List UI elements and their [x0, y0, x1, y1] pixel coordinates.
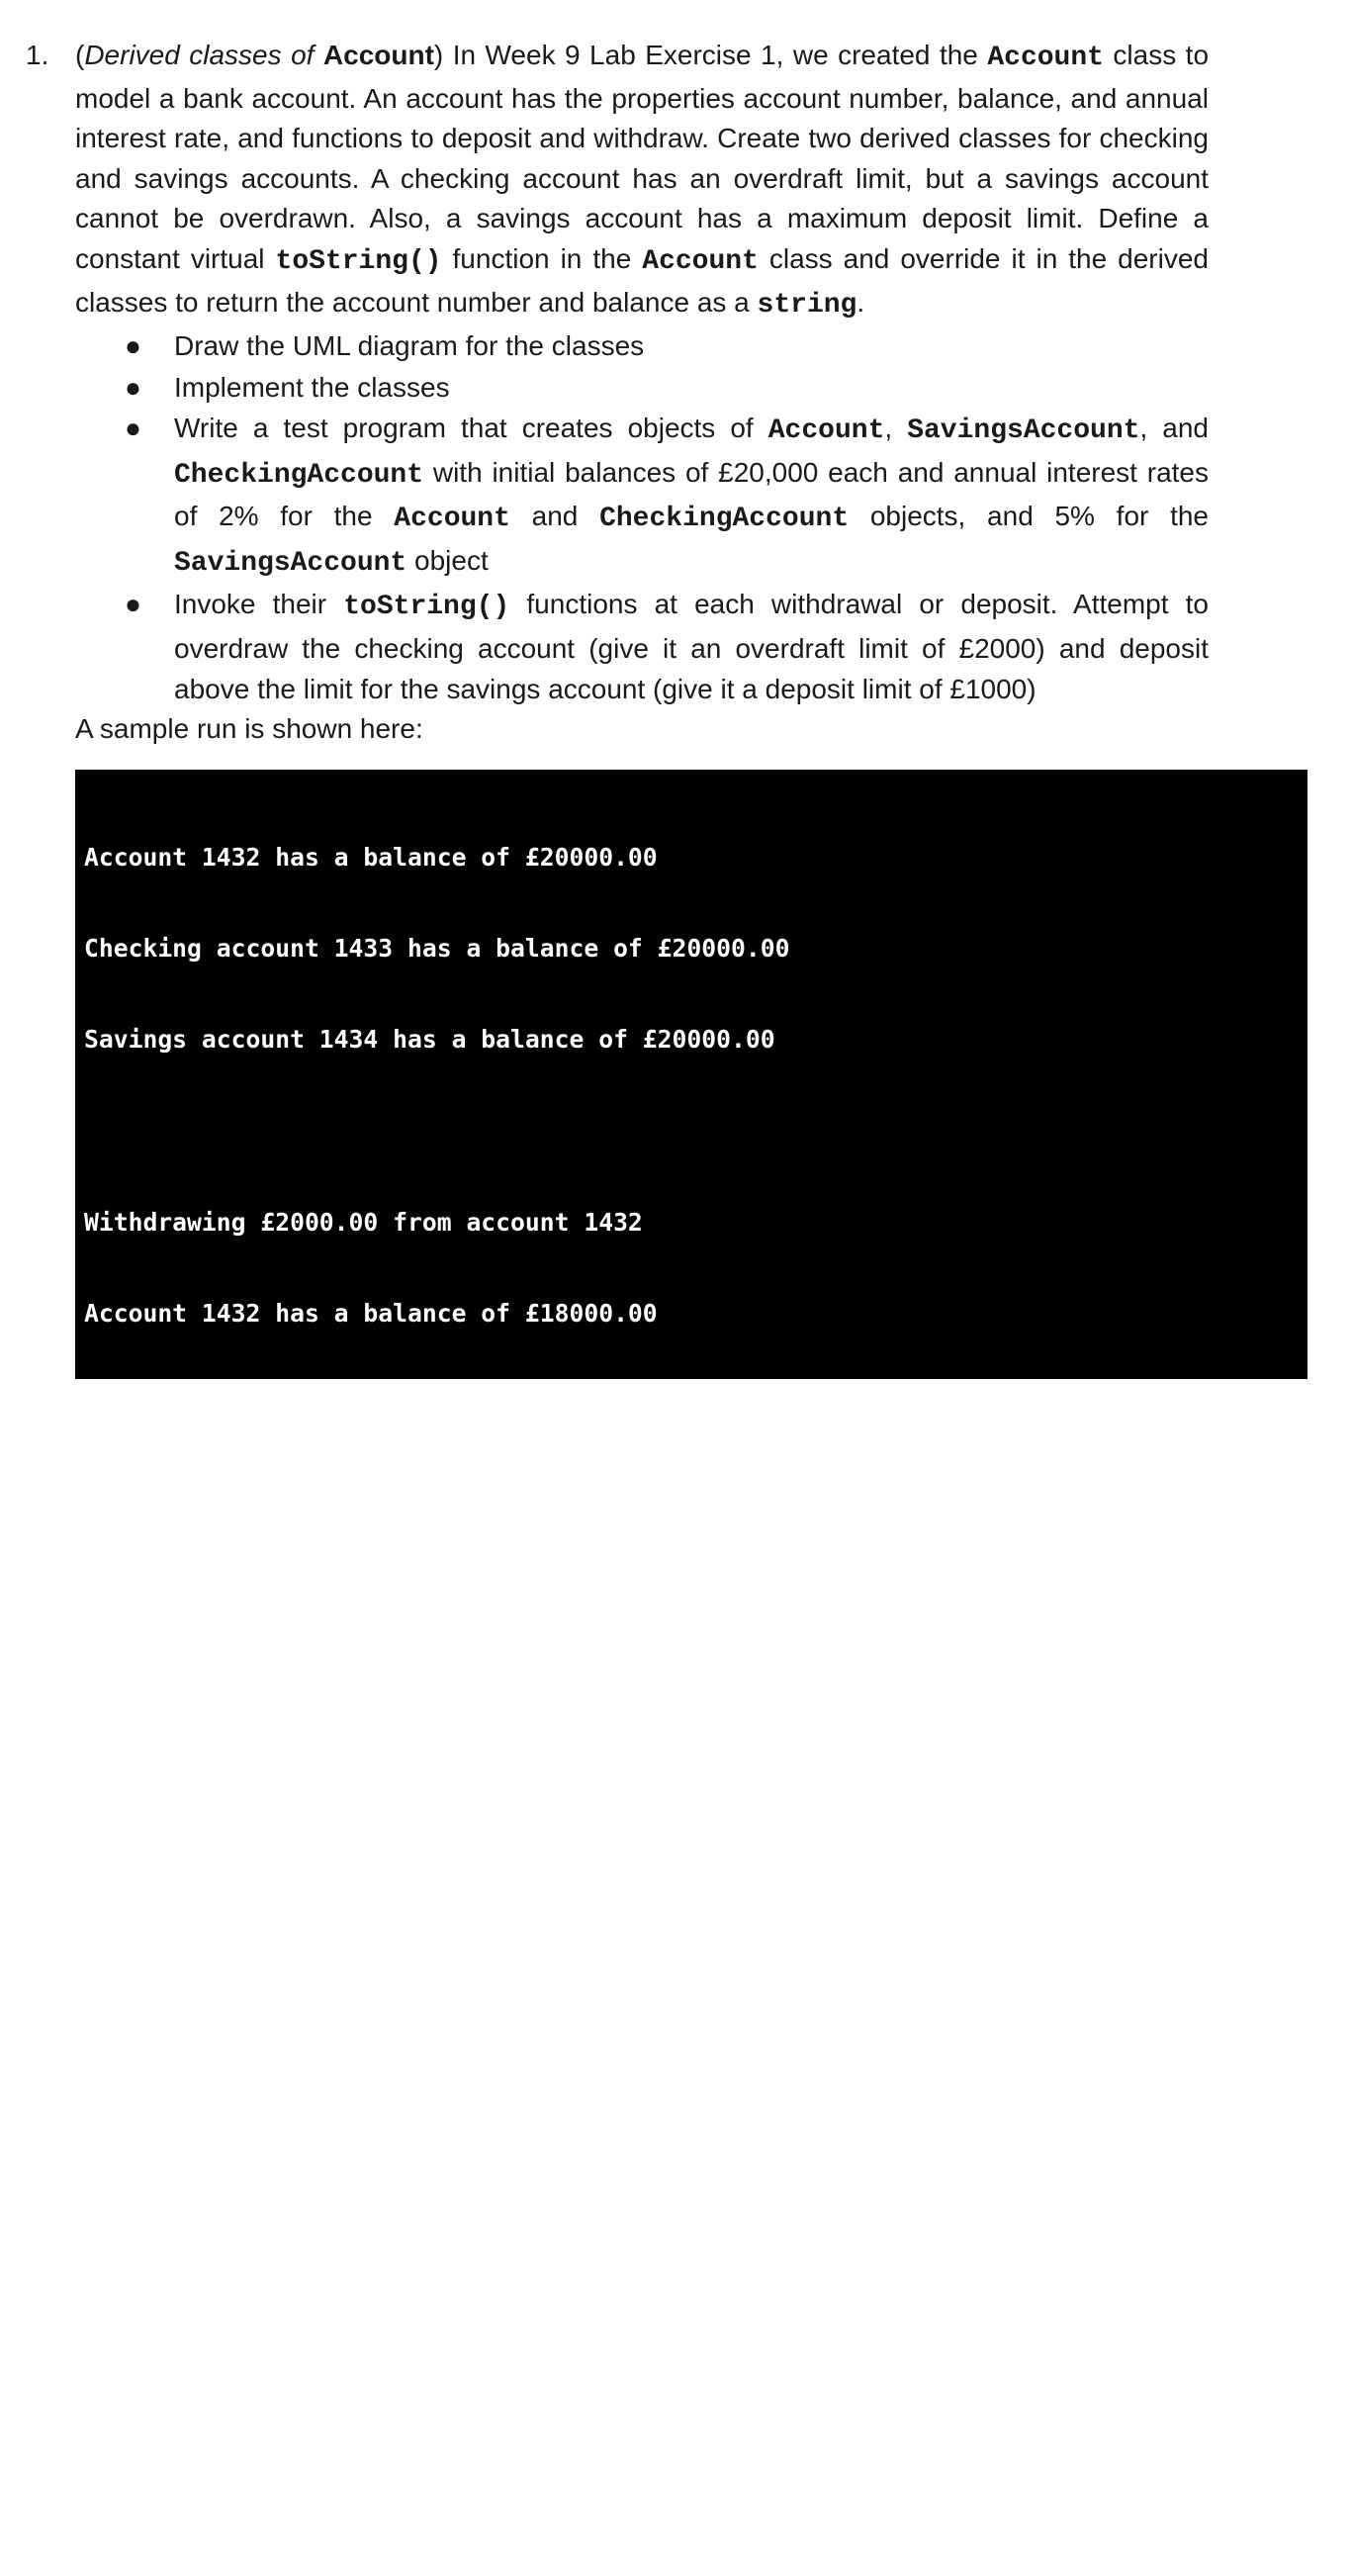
code-checking-account: CheckingAccount: [599, 504, 850, 535]
console-line: Attempting to deposit £10000.00 to savings account 1434: [84, 2302, 893, 2332]
question-text-3: function in the: [441, 242, 643, 274]
bullet-icon: ●: [125, 330, 141, 362]
console-line: Depositing £1000.00 to account 1432: [84, 1937, 599, 1967]
console-line: [84, 1846, 1307, 1877]
task-item: [75, 325, 1209, 367]
console-line: Savings account 1434 has a balance of £20500.00: [84, 2485, 775, 2514]
code-savings-account: SavingsAccount: [174, 547, 407, 579]
code-string: string: [757, 289, 857, 321]
question-title-italic: Derived classes of: [84, 40, 315, 70]
console-line: Failed: withdrawal will exceed overdraft limit of £2000.00 for this checking account: [84, 1663, 1319, 1693]
task-item: [75, 584, 1209, 710]
question-text-2: class to model a bank account. An account has the properties account number, balance, and annual interest rate, and functions to deposit and withdraw. Create two derived classes for checking and savings accounts. A checking account has an overdraft limit, but a savings account cannot be overdrawn. Also, a savings account has a maximum deposit limit. Define a constant virtual: [75, 40, 1210, 274]
console-line: Attempting to deposit £500.00 to savings account 1434: [84, 2120, 863, 2149]
console-line: Failed: deposit will exceed limit of £1000.00 for this savings account: [84, 2393, 1114, 2423]
question-text-5: .: [856, 286, 865, 318]
console-line: Withdrawing £2000.00 from account 1432: [84, 1207, 643, 1237]
console-line: Account 1432 has a balance of £19000.00: [84, 2028, 658, 2058]
code-account: Account: [987, 43, 1104, 73]
task-text: functions at each withdrawal or deposit. Attempt to overdraw the checking account (give it an overdraft limit of £2000) and deposit above the limit for the savings account (give it a deposit limit of £1000): [174, 589, 1209, 705]
task-text: Write a test program that creates objects of: [174, 413, 768, 444]
task-list: [75, 325, 1209, 710]
console-line: Savings account 1434 has a balance of £20500.00: [84, 2211, 775, 2241]
code-account: Account: [767, 415, 885, 447]
question-text-4: class and override it in the derived classes to return the account number and balance as a: [75, 242, 1209, 318]
question-title-bold: Account: [322, 40, 434, 70]
task-text: ,: [884, 413, 908, 444]
task-item: [75, 408, 1209, 584]
console-line: Attempting to withdraw £5000.00 from checking account 1433: [84, 1390, 938, 1419]
code-account: Account: [394, 504, 510, 535]
console-line: Checking account 1433 has a balance of £20000.00: [84, 933, 790, 963]
task-text: , and: [1139, 413, 1209, 444]
console-line: Savings account 1434 has a balance of £20000.00: [84, 1025, 775, 1054]
code-tostring: toString(): [275, 245, 442, 277]
question-text-1: ) In Week 9 Lab Exercise 1, we created the: [433, 40, 988, 70]
task-text: objects, and 5% for the: [849, 501, 1209, 532]
bullet-icon: ●: [125, 371, 141, 403]
console-line: Attempting to withdraw £20000.00 from checking account 1433: [84, 1572, 951, 1602]
console-line: Account 1432 has a balance of £18000.00: [84, 1298, 658, 1328]
console-line: Account 1432 has a balance of £20000.00: [84, 842, 658, 872]
bullet-icon: ●: [125, 589, 141, 620]
question-1: [26, 36, 1213, 748]
task-text: and: [509, 501, 600, 532]
console-line: Checking account 1433 has a balance of £15000.00: [84, 1481, 790, 1511]
code-checking-account: CheckingAccount: [174, 459, 424, 491]
task-text: with initial balances of £20,000 each and annual interest rates of 2% for the: [174, 456, 1209, 532]
console-line: Checking account 1433 has a balance of £15000.00: [84, 1755, 790, 1784]
question-paragraph: (Derived classes of Account) In Week 9 Lab Exercise 1, we created the Account class to model a bank account. An account has the properties account number, balance, and annual interest rate, and functions to deposit and withdraw. Create two derived classes for checking and savings accounts. A checking account has an overdraft limit, but a savings account cannot be overdrawn. Also, a savings account has a maximum deposit limit. Define a constant virtual toString() function in the Account class and override it in the derived classes to return the account number and balance as a string.: [75, 40, 1210, 321]
console-line: [84, 1116, 1307, 1147]
task-text: Draw the UML diagram for the classes: [174, 330, 645, 362]
bullet-icon: ●: [125, 413, 141, 444]
task-text: Implement the classes: [174, 371, 450, 403]
code-account-2: Account: [642, 245, 759, 277]
sample-run-label: A sample run is shown here:: [75, 712, 423, 744]
task-text: Invoke their: [174, 589, 344, 620]
console-output: [75, 770, 1319, 2514]
code-tostring: toString(): [343, 592, 510, 623]
task-text: object: [406, 544, 489, 576]
code-savings-account: SavingsAccount: [907, 415, 1140, 447]
task-item: [75, 367, 1209, 409]
question-number: 1.: [26, 40, 49, 70]
